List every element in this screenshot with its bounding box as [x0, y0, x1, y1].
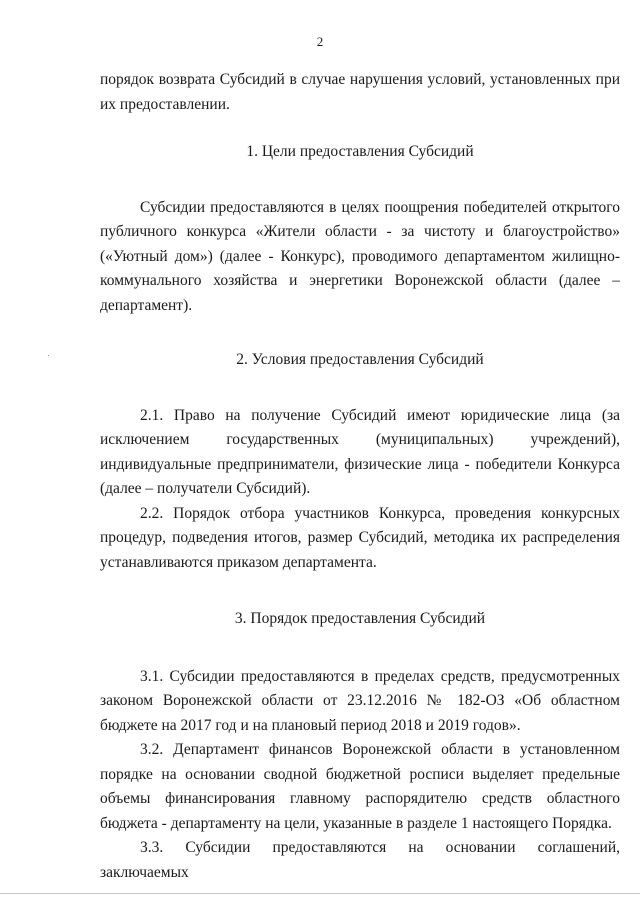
scan-speck: [48, 355, 49, 356]
section-3-3-paragraph: 3.3. Субсидии предоставляются на основании соглашений, заключаемых: [100, 839, 620, 881]
word: государственных: [226, 431, 339, 448]
word: учреждений),: [530, 431, 621, 448]
section-2-1-line-2: [100, 428, 620, 453]
scan-edge-line: [0, 893, 640, 894]
section-2-1-rest: индивидуальные предприниматели, физические лица - победители Конкурса (далее – получатели Субсидий).: [100, 455, 620, 497]
section-2-2-paragraph: 2.2. Порядок отбора участников Конкурса, проведения конкурсных процедур, подведения итогов, размер Субсидий, методика их распределения устанавливаются приказом департамента.: [100, 504, 620, 571]
section-3-1-paragraph: 3.1. Субсидии предоставляются в пределах средств, предусмотренных законом Воронежской области от 23.12.2016 № 182-ОЗ «Об областном бюджете на 2017 год и на плановый период 2018 и 2019 годов».: [100, 667, 620, 734]
section-1-heading: 1. Цели предоставления Субсидий: [246, 143, 474, 160]
section-2-heading: 2. Условия предоставления Субсидий: [236, 351, 484, 368]
section-3-2-paragraph: 3.2. Департамент финансов Воронежской области в установленном порядке на основании сводной бюджетной росписи выделяет предельные объемы финансирования главному распорядителю средств областного бюджета - департаменту на цели, указанные в разделе 1 настоящего Порядка.: [100, 741, 620, 832]
section-2-1-line-1: 2.1. Право на получение Субсидий имеют юридические лица (за: [140, 406, 620, 424]
word: (муниципальных): [375, 431, 494, 448]
document-body: [100, 68, 620, 885]
intro-line-2: их предоставлении.: [100, 95, 230, 113]
intro-line-1: порядок возврата Субсидий в случае нарушения условий, установленных при: [100, 71, 620, 88]
word: исключением: [100, 431, 190, 448]
section-3-heading: 3. Порядок предоставления Субсидий: [234, 610, 486, 627]
page-number: 2: [316, 34, 324, 49]
section-1-paragraph: Субсидии предоставляются в целях поощрения победителей открытого публичного конкурса «Жители области - за чистоту и благоустройство» («Уютный дом») (далее - Конкурс), проводимого департаментом жилищно-коммунального хозяйства и энергетики Воронежской области (далее – департамент).: [100, 198, 620, 314]
